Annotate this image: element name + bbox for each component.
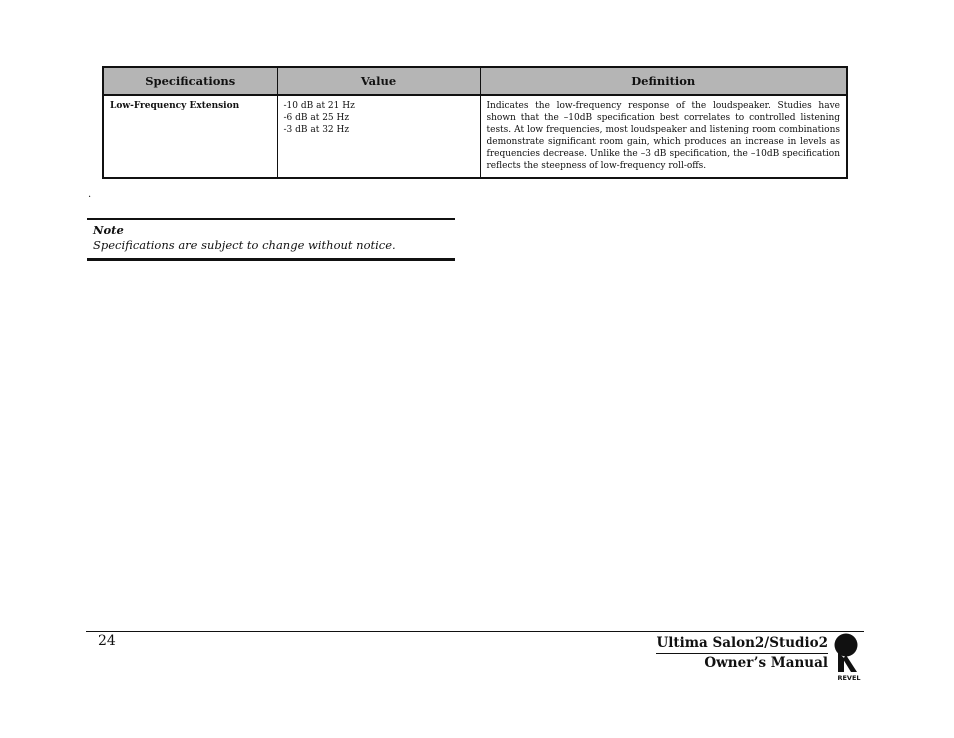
revel-logo-icon [832,632,864,682]
page-number: 24 [98,633,116,649]
manual-title-line1: Ultima Salon2/Studio2 [656,635,828,654]
footer-divider [86,631,864,632]
spec-parameter-cell: Low-Frequency Extension [103,95,277,178]
table-header-row [103,67,847,95]
table-row [103,95,847,178]
column-header-definition: Definition [480,67,847,95]
manual-title [656,635,828,672]
stray-period-mark: . [88,189,92,200]
revel-logo-text: REVEL [837,674,861,682]
spec-definition-cell: Indicates the low-frequency response of the loudspeaker. Studies have shown that the –10dB specification best correlates to controlled listening tests. At low frequencies, most loudspeaker and listening room combinations demonstrate significant room gain, which produces an increase in levels as frequencies decrease. Unlike the –3 dB specification, the –10dB specification reflects the steepness of low-frequency roll-offs. [480,95,847,178]
spec-value-line: -3 dB at 32 Hz [283,125,350,135]
note-box [87,218,455,261]
note-text: Specifications are subject to change without notice. [93,238,396,252]
spec-value-line: -6 dB at 25 Hz [283,113,350,123]
column-header-value: Value [277,67,480,95]
note-title: Note [93,223,124,237]
manual-title-line2: Owner’s Manual [704,655,828,671]
spec-value-line: -10 dB at 21 Hz [283,101,355,111]
spec-value-cell [277,95,480,178]
specifications-table [102,66,848,179]
column-header-specifications: Specifications [103,67,277,95]
